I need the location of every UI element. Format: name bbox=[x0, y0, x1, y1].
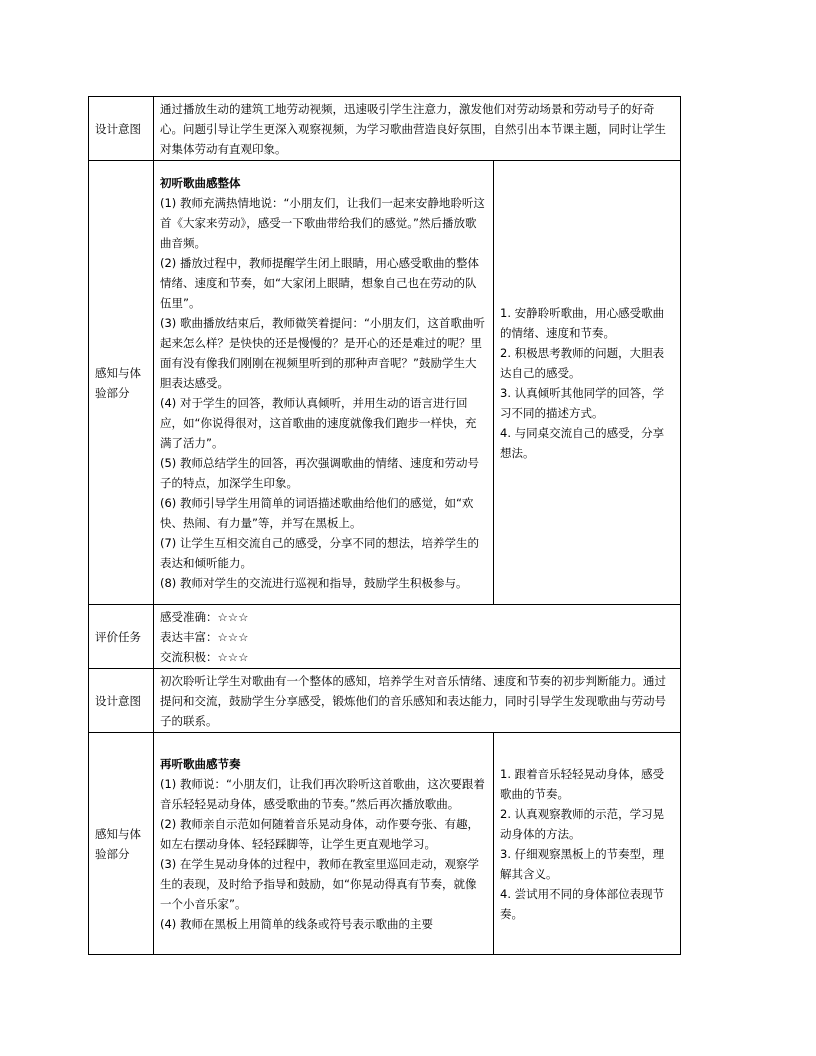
teacher-step: (7) 让学生互相交流自己的感受，分享不同的想法，培养学生的表达和倾听能力。 bbox=[160, 535, 479, 570]
section-heading: 再听歌曲感节奏 bbox=[160, 756, 241, 771]
teacher-step: (8) 教师对学生的交流进行巡视和指导，鼓励学生积极参与。 bbox=[160, 575, 468, 590]
perception-label: 感知与体验部分 bbox=[95, 365, 141, 400]
design-intent-label: 设计意图 bbox=[95, 121, 141, 136]
evaluation-item: 表达丰富：☆☆☆ bbox=[160, 629, 249, 644]
teacher-step: (2) 教师亲自示范如何随着音乐晃动身体，动作要夸张、有趣，如左右摆动身体、轻轻踩脚等，让学生更直观地学习。 bbox=[160, 816, 479, 851]
design-intent-label: 设计意图 bbox=[95, 693, 141, 708]
teacher-activity-cell bbox=[154, 733, 494, 955]
teacher-step: (5) 教师总结学生的回答，再次强调歌曲的情绪、速度和劳动号子的特点，加深学生印象。 bbox=[160, 455, 479, 490]
lesson-plan-table bbox=[88, 96, 681, 955]
teacher-step: (6) 教师引导学生用简单的词语描述歌曲给他们的感觉，如“欢快、热闹、有力量”等，并写在黑板上。 bbox=[160, 495, 474, 530]
perception-row-2 bbox=[89, 733, 681, 955]
teacher-step: (1) 教师充满热情地说：“小朋友们，让我们一起来安静地聆听这首《大家来劳动》，感受一下歌曲带给我们的感觉。”然后播放歌曲音频。 bbox=[160, 195, 485, 250]
teacher-step: (1) 教师说：“小朋友们，让我们再次聆听这首歌曲，这次要跟着音乐轻轻晃动身体，感受歌曲的节奏。”然后再次播放歌曲。 bbox=[160, 776, 485, 811]
student-step: 2. 积极思考教师的问题，大胆表达自己的感受。 bbox=[500, 345, 665, 380]
perception-label: 感知与体验部分 bbox=[95, 826, 141, 861]
row-label bbox=[89, 605, 154, 669]
design-intent-text: 初次聆听让学生对歌曲有一个整体的感知，培养学生对音乐情绪、速度和节奏的初步判断能力。通过提问和交流，鼓励学生分享感受，锻炼他们的音乐感知和表达能力，同时引导学生发现歌曲与劳动号子的联系。 bbox=[160, 673, 666, 728]
design-intent-row-2 bbox=[89, 669, 681, 733]
teacher-step: (3) 歌曲播放结束后，教师微笑着提问：“小朋友们，这首歌曲听起来怎么样？是快快的还是慢慢的？是开心的还是难过的呢？里面有没有像我们刚刚在视频里听到的那种声音呢？”鼓励学生大胆表达感受。 bbox=[160, 315, 485, 390]
evaluation-item: 感受准确：☆☆☆ bbox=[160, 609, 249, 624]
design-intent-text-cell bbox=[154, 97, 681, 161]
evaluation-row bbox=[89, 605, 681, 669]
evaluation-label: 评价任务 bbox=[95, 629, 141, 644]
teacher-step: (2) 播放过程中，教师提醒学生闭上眼睛，用心感受歌曲的整体情绪、速度和节奏，如“大家闭上眼睛，想象自己也在劳动的队伍里”。 bbox=[160, 255, 479, 310]
student-step: 4. 与同桌交流自己的感受，分享想法。 bbox=[500, 425, 665, 460]
student-activity-cell bbox=[494, 161, 681, 605]
student-step: 1. 安静聆听歌曲，用心感受歌曲的情绪、速度和节奏。 bbox=[500, 305, 665, 340]
evaluation-cell bbox=[154, 605, 681, 669]
evaluation-item: 交流积极：☆☆☆ bbox=[160, 649, 249, 664]
design-intent-text: 通过播放生动的建筑工地劳动视频，迅速吸引学生注意力，激发他们对劳动场景和劳动号子的好奇心。问题引导让学生更深入观察视频，为学习歌曲营造良好氛围，自然引出本节课主题，同时让学生对集体劳动有直观印象。 bbox=[160, 101, 666, 156]
student-step: 1. 跟着音乐轻轻晃动身体，感受歌曲的节奏。 bbox=[500, 766, 665, 801]
student-step: 4. 尝试用不同的身体部位表现节奏。 bbox=[500, 886, 665, 921]
design-intent-row-1 bbox=[89, 97, 681, 161]
row-label bbox=[89, 161, 154, 605]
section-heading: 初听歌曲感整体 bbox=[160, 175, 241, 190]
student-step: 3. 仔细观察黑板上的节奏型，理解其含义。 bbox=[500, 846, 665, 881]
teacher-step: (4) 教师在黑板上用简单的线条或符号表示歌曲的主要 bbox=[160, 916, 433, 931]
row-label bbox=[89, 97, 154, 161]
row-label bbox=[89, 733, 154, 955]
row-label bbox=[89, 669, 154, 733]
student-activity-cell bbox=[494, 733, 681, 955]
teacher-step: (3) 在学生晃动身体的过程中，教师在教室里巡回走动，观察学生的表现，及时给予指导和鼓励，如“你晃动得真有节奏，就像一个小音乐家”。 bbox=[160, 856, 479, 911]
teacher-activity-cell bbox=[154, 161, 494, 605]
perception-row-1 bbox=[89, 161, 681, 605]
teacher-step: (4) 对于学生的回答，教师认真倾听，并用生动的语言进行回应，如“你说得很对，这首歌曲的速度就像我们跑步一样快，充满了活力”。 bbox=[160, 395, 477, 450]
student-step: 3. 认真倾听其他同学的回答，学习不同的描述方式。 bbox=[500, 385, 665, 420]
design-intent-text-cell bbox=[154, 669, 681, 733]
student-step: 2. 认真观察教师的示范，学习晃动身体的方法。 bbox=[500, 806, 665, 841]
